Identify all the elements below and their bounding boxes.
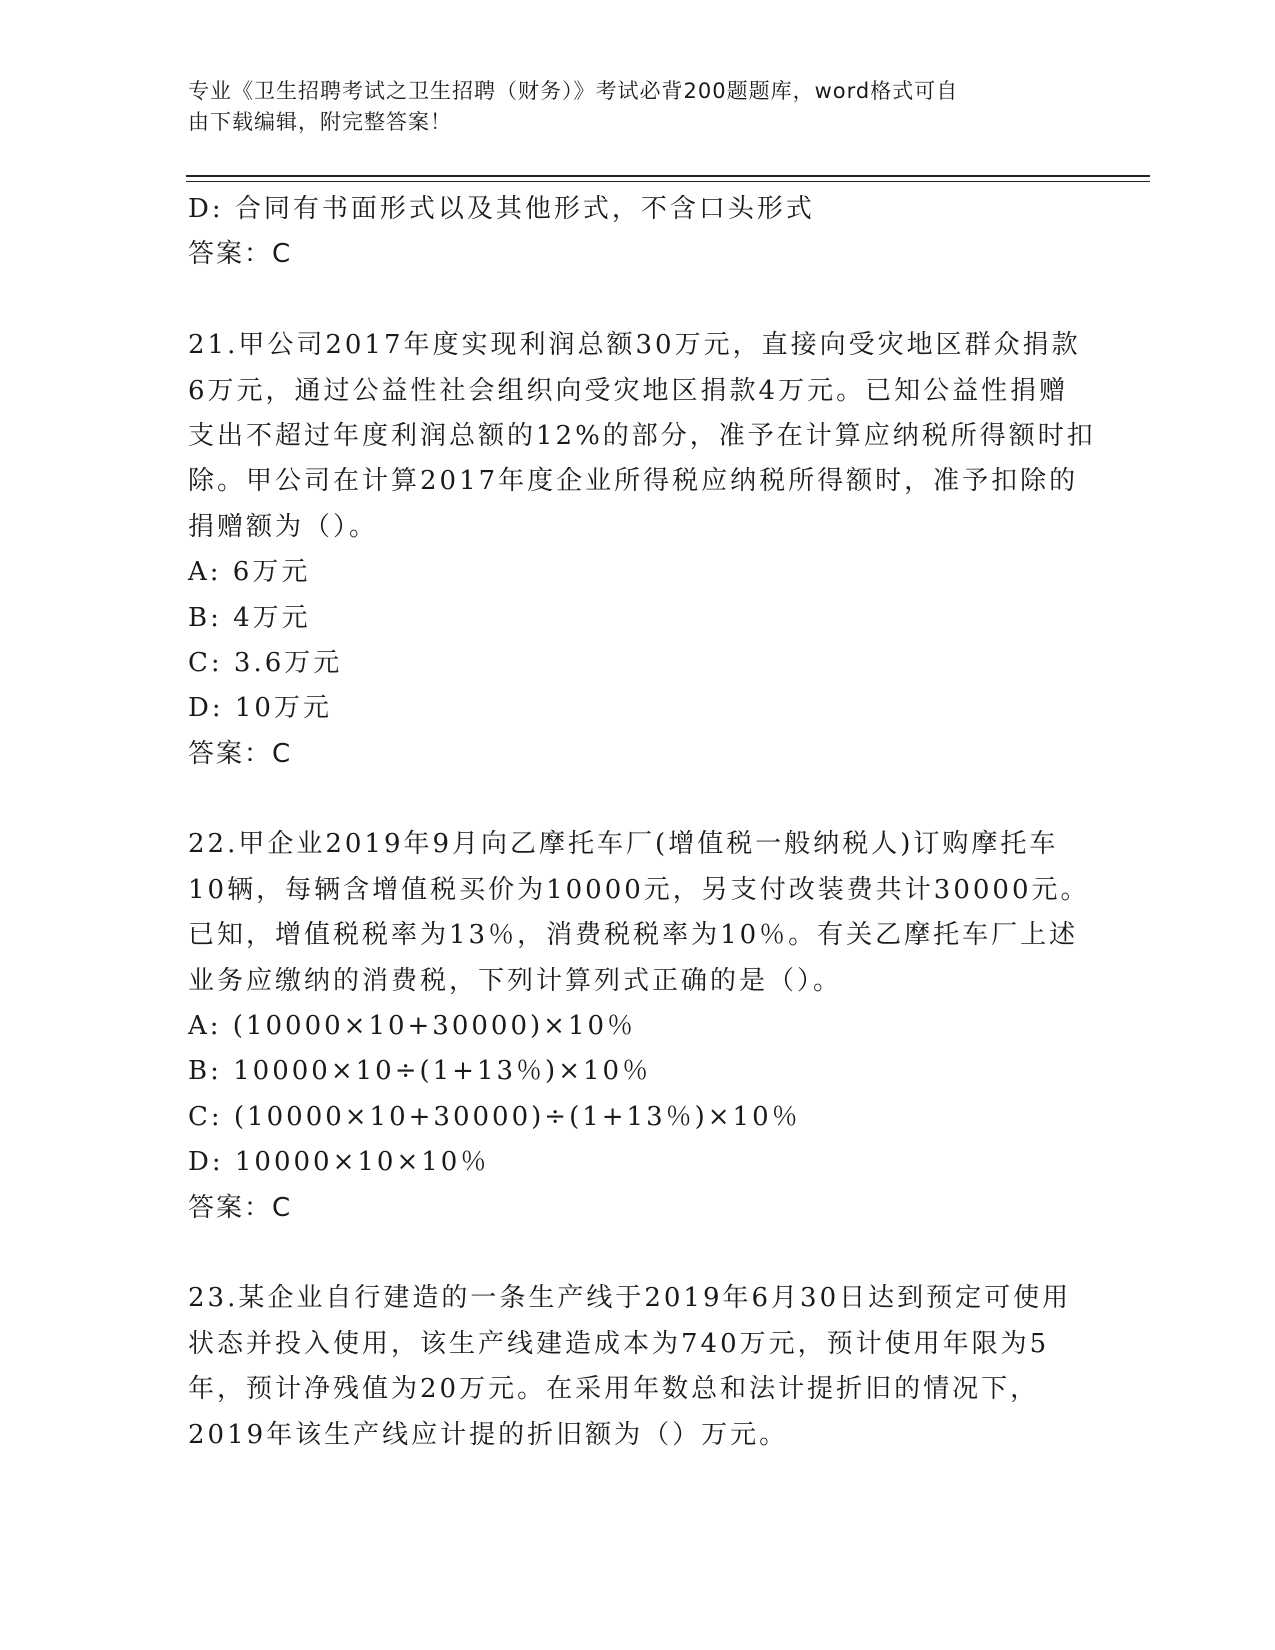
question-stem-line: 除。甲公司在计算2017年度企业所得税应纳税所得额时，准予扣除的: [188, 466, 1079, 497]
option-d: D: 10000×10×10％: [188, 1147, 490, 1178]
document-header: [188, 76, 1068, 138]
question-stem-line: 年，预计净残值为20万元。在采用年数总和法计提折旧的情况下，: [188, 1374, 1040, 1405]
option-c: C: (10000×10+30000)÷(1+13％)×10％: [188, 1101, 801, 1132]
question-21: [188, 323, 1096, 777]
header-line-2: 由下载编辑，附完整答案！: [188, 110, 452, 134]
question-stem-line: 22.甲企业2019年9月向乙摩托车厂(增值税一般纳税人)订购摩托车: [188, 829, 1059, 860]
header-divider-thick: [186, 175, 1150, 177]
question-stem-line: 捐赠额为（）。: [188, 511, 379, 542]
option-a: A: (10000×10+30000)×10％: [188, 1011, 637, 1042]
question-stem-line: 已知，增值税税率为13％，消费税税率为10％。有关乙摩托车厂上述: [188, 920, 1079, 951]
spacer: [188, 278, 1088, 323]
answer-line: 答案：C: [188, 239, 293, 270]
answer-line: 答案：C: [188, 1192, 293, 1223]
header-line-1: 专业《卫生招聘考试之卫生招聘（财务）》考试必背200题题库，word格式可自: [188, 79, 959, 103]
answer-line: 答案：C: [188, 738, 293, 769]
question-22: [188, 822, 1088, 1231]
question-stem-line: 支出不超过年度利润总额的12%的部分，准予在计算应纳税所得额时扣: [188, 420, 1096, 451]
question-stem-line: 2019年该生产线应计提的折旧额为（）万元。: [188, 1419, 789, 1450]
question-23: [188, 1276, 1088, 1458]
option-d: D: 10万元: [188, 693, 332, 724]
option-c: C: 3.6万元: [188, 647, 343, 678]
question-stem-line: 6万元，通过公益性社会组织向受灾地区捐款4万元。已知公益性捐赠: [188, 375, 1069, 406]
header-divider-thin: [186, 181, 1150, 182]
question-stem-line: 21.甲公司2017年度实现利润总额30万元，直接向受灾地区群众捐款: [188, 330, 1081, 361]
option-d: D: 合同有书面形式以及其他形式，不含口头形式: [188, 194, 815, 224]
option-a: A: 6万元: [188, 557, 311, 588]
question-stem-line: 10辆，每辆含增值税买价为10000元，另支付改装费共计30000元。: [188, 874, 1090, 905]
spacer: [188, 777, 1088, 822]
question-content: [188, 187, 1096, 1458]
previous-question-tail: [188, 187, 1088, 278]
question-stem-line: 状态并投入使用，该生产线建造成本为740万元，预计使用年限为5: [188, 1328, 1050, 1359]
option-b: B: 4万元: [188, 602, 311, 633]
question-stem-line: 业务应缴纳的消费税，下列计算列式正确的是（）。: [188, 965, 843, 996]
spacer: [188, 1231, 1088, 1276]
question-stem-line: 23.某企业自行建造的一条生产线于2019年6月30日达到预定可使用: [188, 1283, 1072, 1314]
option-b: B: 10000×10÷(1+13％)×10％: [188, 1056, 652, 1087]
